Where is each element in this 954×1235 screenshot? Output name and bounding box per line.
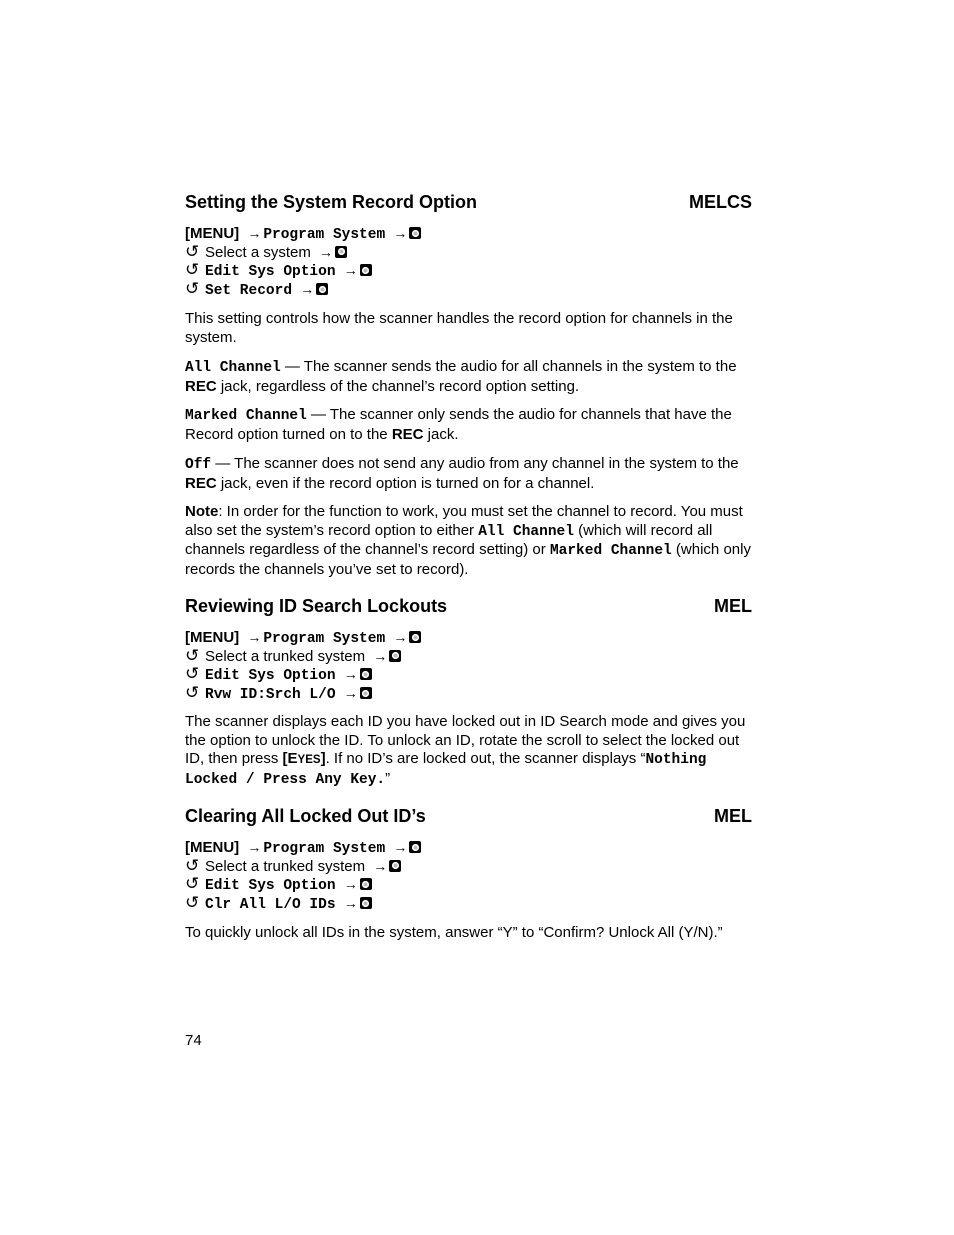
rotate-icon: ↺ (185, 279, 200, 299)
rotate-icon: ↺ (185, 683, 200, 703)
rotate-icon: ↺ (185, 893, 200, 913)
scroll-knob-icon (360, 668, 372, 680)
step-3 (185, 261, 752, 280)
arrow-right-icon: → (393, 225, 408, 241)
section-title: Reviewing ID Search Lockouts (185, 596, 448, 616)
step-label: Edit Sys Option (205, 668, 336, 685)
note-text: : In order for the function to work, you must set the channel to record. You must also set the system’s record option to either (185, 503, 743, 539)
step-3 (185, 665, 752, 684)
option-name: Marked Channel (549, 543, 672, 560)
arrow-right-icon: → (343, 895, 358, 912)
step-label: Select a trunked system (205, 857, 366, 875)
scroll-knob-icon (409, 227, 421, 239)
option-text: jack. (423, 425, 459, 443)
arrow-right-icon: → (373, 647, 388, 664)
body-text: The scanner displays each ID you have locked out in ID Search mode and gives you the option to unlock the ID. To unlock an ID, rotate the scroll to select the locked out ID, then press (185, 713, 746, 768)
menu-key: [MENU] (185, 225, 240, 242)
section-title: Setting the System Record Option (185, 192, 478, 212)
step-4 (185, 894, 752, 913)
option-text: — The scanner does not send any audio from any channel in the system to the (211, 455, 739, 472)
model-badge: MEL (714, 596, 752, 616)
option-name: All Channel (185, 360, 281, 376)
step-label: Rvw ID:Srch L/O (205, 687, 336, 704)
step-label: Program System (263, 841, 386, 857)
option-text: jack, even if the record option is turned on for a channel. (216, 474, 595, 492)
scroll-knob-icon (360, 264, 372, 276)
option-text: — The scanner only sends the audio for channels that have the Record option turned on to the (185, 406, 732, 443)
section-header-clear-lockouts (185, 806, 752, 830)
key-text: ] (320, 750, 326, 768)
step-1 (185, 838, 752, 857)
step-3 (185, 875, 752, 894)
key-text: [E (282, 750, 298, 768)
arrow-right-icon: → (247, 629, 262, 645)
rec-jack: REC (185, 377, 217, 395)
scroll-knob-icon (360, 687, 372, 699)
review-paragraph (185, 713, 752, 790)
rec-jack: REC (185, 474, 217, 492)
rotate-icon: ↺ (185, 664, 200, 684)
section-header-review-lockouts (185, 596, 752, 620)
arrow-right-icon: → (319, 243, 334, 260)
section-title: Clearing All Locked Out ID’s (185, 806, 426, 826)
model-badge: MEL (714, 806, 752, 826)
scroll-knob-icon (389, 860, 401, 872)
step-label: Program System (263, 227, 386, 243)
arrow-right-icon: → (247, 225, 262, 241)
yes-key (283, 750, 326, 767)
arrow-right-icon: → (393, 629, 408, 645)
rec-jack: REC (391, 425, 424, 443)
scroll-knob-icon (409, 841, 421, 853)
option-text: jack, regardless of the channel’s record option setting. (216, 377, 580, 395)
arrow-right-icon: → (300, 281, 315, 298)
arrow-right-icon: → (343, 876, 358, 893)
step-label: Clr All L/O IDs (205, 897, 336, 914)
step-2 (185, 647, 752, 666)
step-4 (185, 280, 752, 299)
step-label: Edit Sys Option (205, 878, 336, 895)
rotate-icon: ↺ (185, 260, 200, 280)
menu-key: [MENU] (185, 839, 240, 856)
step-2 (185, 243, 752, 262)
note-paragraph (185, 503, 752, 580)
body-text: ” (385, 770, 391, 788)
step-4 (185, 684, 752, 703)
option-name: All Channel (478, 523, 574, 540)
menu-steps (185, 838, 752, 913)
arrow-right-icon: → (393, 839, 408, 855)
step-1 (185, 628, 752, 647)
rotate-icon: ↺ (185, 855, 200, 875)
note-label: Note (185, 503, 219, 520)
scroll-knob-icon (389, 650, 401, 662)
step-label: Edit Sys Option (205, 264, 336, 281)
arrow-right-icon: → (343, 666, 358, 683)
scroll-knob-icon (360, 897, 372, 909)
section-header-record (185, 192, 752, 216)
option-name: Marked Channel (185, 408, 307, 424)
page-number: 74 (185, 1032, 202, 1049)
display-message: Nothing Locked / Press Any Key. (185, 752, 707, 789)
option-name: Off (185, 457, 212, 473)
note-text: (which will record all channels regardless of the channel’s record setting) or (185, 521, 713, 559)
step-1 (185, 224, 752, 243)
step-label: Program System (263, 631, 386, 647)
scroll-knob-icon (316, 283, 328, 295)
menu-steps (185, 628, 752, 703)
clear-paragraph: To quickly unlock all IDs in the system, answer “Y” to “Confirm? Unlock All (Y/N).” (185, 924, 723, 941)
option-text: — The scanner sends the audio for all channels in the system to the (280, 358, 737, 375)
arrow-right-icon: → (343, 685, 358, 702)
menu-key: [MENU] (185, 629, 240, 646)
rotate-icon: ↺ (185, 645, 200, 665)
scroll-knob-icon (360, 878, 372, 890)
menu-steps (185, 224, 752, 299)
step-2 (185, 857, 752, 876)
option-all-channel (185, 358, 752, 396)
intro-paragraph: This setting controls how the scanner handles the record option for channels in the system. (185, 310, 733, 346)
body-text: . If no ID’s are locked out, the scanner displays “ (325, 750, 646, 768)
option-off (185, 455, 752, 493)
scroll-knob-icon (409, 631, 421, 643)
arrow-right-icon: → (343, 262, 358, 279)
rotate-icon: ↺ (185, 874, 200, 894)
model-badge: MELCS (689, 192, 752, 212)
arrow-right-icon: → (247, 839, 262, 855)
step-label: Set Record (205, 283, 293, 300)
step-label: Select a system (205, 243, 311, 261)
rotate-icon: ↺ (185, 241, 200, 261)
scroll-knob-icon (335, 246, 347, 258)
note-text: (which only records the channels you’ve set to record). (185, 541, 751, 579)
step-label: Select a trunked system (205, 647, 366, 665)
arrow-right-icon: → (373, 857, 388, 874)
option-marked-channel (185, 406, 752, 444)
key-text: YES (297, 754, 321, 767)
